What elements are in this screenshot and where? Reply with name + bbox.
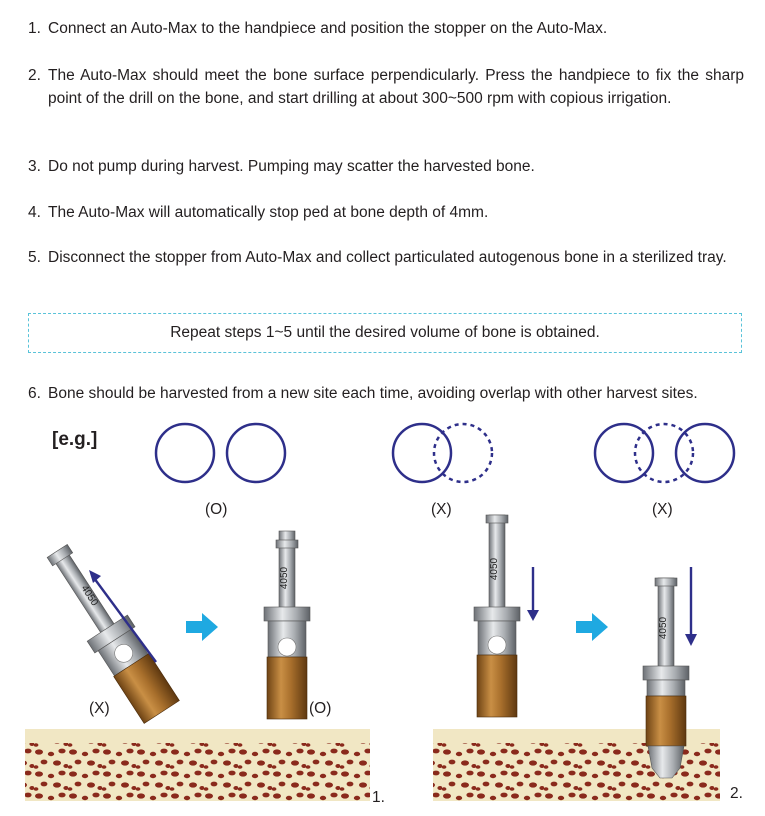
step-number: 3.: [28, 158, 41, 175]
next-step-arrow-icon: [186, 613, 218, 641]
step-text: The Auto-Max should meet the bone surface perpendicularly. Press the handpiece to fix the sharp point of the drill on the bone, and start drilling at about 300~500 rpm with copious irrigation.: [48, 67, 744, 107]
caption-upright-right: (O): [309, 700, 332, 717]
drill-in-bone: [643, 578, 689, 778]
panel-number-1: 1.: [372, 789, 385, 806]
step-text: Bone should be harvested from a new site each time, avoiding overlap with other harvest sites.: [48, 385, 698, 402]
circle-mark: [156, 424, 214, 482]
drill-tilted: [37, 538, 182, 725]
step-number: 5.: [28, 249, 41, 266]
step-text: The Auto-Max will automatically stop ped at bone depth of 4mm.: [48, 204, 489, 221]
circles-separate: [156, 424, 285, 482]
example-label: [e.g.]: [52, 429, 98, 450]
caption-tilted-wrong: (X): [89, 700, 110, 717]
caption-overlap-three: (X): [652, 501, 673, 518]
next-step-arrow-icon: [576, 613, 608, 641]
drill-label-text: 4050: [279, 566, 290, 590]
repeat-note-text: Repeat steps 1~5 until the desired volume of bone is obtained.: [170, 324, 600, 341]
step-number: 2.: [28, 67, 41, 84]
circle-mark: [227, 424, 285, 482]
drill-upright: [264, 531, 310, 719]
step-number: 6.: [28, 385, 41, 402]
step-number: 4.: [28, 204, 41, 221]
drill-pressing: [474, 515, 520, 717]
drill-label-text: 4050: [489, 557, 500, 581]
step-text: Connect an Auto-Max to the handpiece and position the stopper on the Auto-Max.: [48, 20, 608, 37]
step-number: 1.: [28, 20, 41, 37]
circles-overlap-two: [393, 424, 492, 482]
caption-overlap-two: (X): [431, 501, 452, 518]
caption-separate: (O): [205, 501, 228, 518]
arrow-down-1: [527, 567, 539, 621]
step-text: Do not pump during harvest. Pumping may scatter the harvested bone.: [48, 158, 535, 175]
panel-number-2: 2.: [730, 785, 743, 802]
drill-label-text: 4050: [78, 583, 100, 609]
drill-label-text: 4050: [658, 616, 669, 640]
bone-block-1: [25, 729, 370, 801]
circles-overlap-three: [595, 424, 734, 482]
arrow-down-2: [685, 567, 697, 646]
step-text: Disconnect the stopper from Auto-Max and collect particulated autogenous bone in a sterilized tray.: [48, 249, 727, 266]
circle-mark: [676, 424, 734, 482]
